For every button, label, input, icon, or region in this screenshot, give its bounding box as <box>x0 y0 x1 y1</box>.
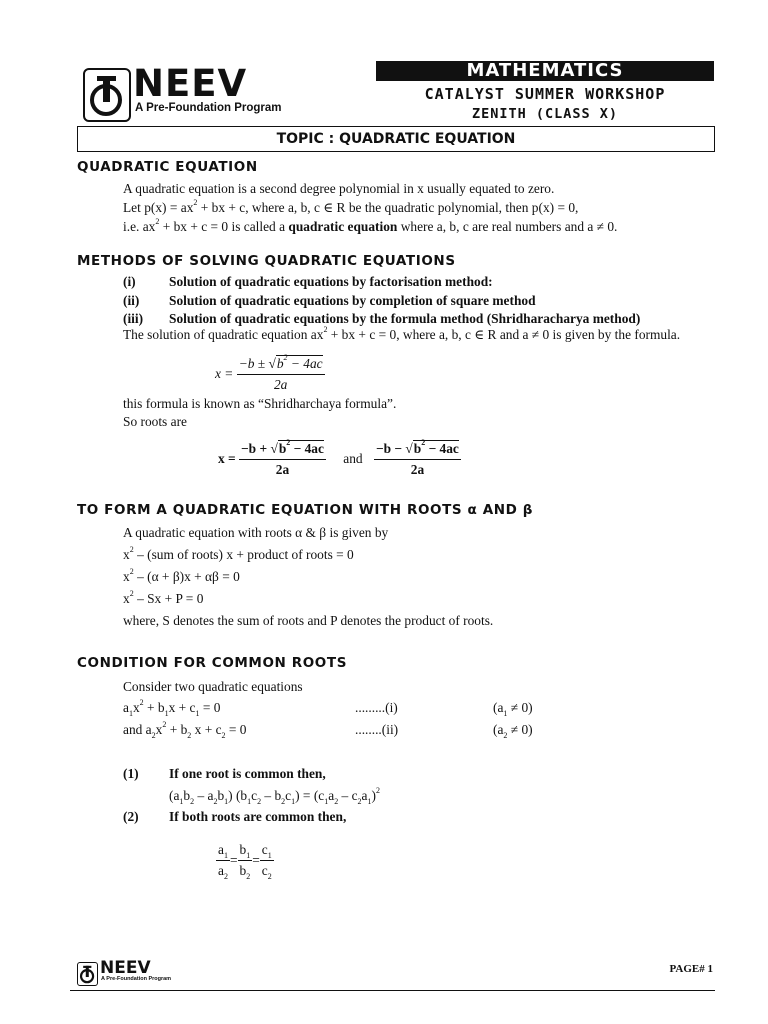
class-title: ZENITH (CLASS X) <box>471 106 619 122</box>
equation-1: $a_1x^2 + b_1x + c_1 = 0$ <box>123 698 221 718</box>
quadratic-formula: x = $\frac{-b \pm √b^2 - 4ac}{2a}$ <box>215 353 323 392</box>
equation-1-condition: $(a_1 \ne 0)$ <box>493 700 533 718</box>
roots-label: So roots are <box>123 414 187 429</box>
method-item: (i) Solution of quadratic equations by factorisation method: <box>123 274 493 289</box>
logo-tagline: A Pre-Foundation Program <box>135 102 282 114</box>
formula-name: this formula is known as “Shridharchaya formula”. <box>123 396 397 411</box>
condition-1: (1) If one root is common then, <box>123 766 326 781</box>
roots-formula: x = $\frac{-b + √b^2 - 4ac}{2a}$ and $\frac{-b - √b^2 - 4ac}{2a}$ <box>218 438 459 477</box>
definition-line-3: i.e. $ax^2$ + bx + c = 0 is called a quadratic equation where a, b, c are real numbers and a ≠ 0. <box>123 217 618 234</box>
section-heading-form-equation: TO FORM A QUADRATIC EQUATION WITH ROOTS α AND β <box>77 502 534 518</box>
condition-2: (2) If both roots are common then, <box>123 809 347 824</box>
footer-divider <box>70 990 715 991</box>
subject-banner: MATHEMATICS <box>376 61 714 81</box>
logo-text: NEEV <box>133 62 248 105</box>
form-line-4: $x^2 - Sx + P = 0$ <box>123 589 204 606</box>
footer-logo-tagline: A Pre-Foundation Program <box>101 976 172 982</box>
formula-intro: The solution of quadratic equation $ax^2$ + bx + c = 0, where a, b, c ∈ R and a ≠ 0 is given by the formula. <box>123 325 681 342</box>
definition-line-1: A quadratic equation is a second degree polynomial in x usually equated to zero. <box>123 181 555 196</box>
method-item: (iii) Solution of quadratic equations by the formula method (Shridharacharya method) <box>123 311 641 326</box>
form-line-2: $x^2 - (sum$ of roots) x + product of roots = 0 <box>123 545 354 562</box>
workshop-title: CATALYST SUMMER WORKSHOP <box>424 85 666 103</box>
equation-2-condition: $(a_2 \ne 0)$ <box>493 722 533 740</box>
method-item: (ii) Solution of quadratic equations by completion of square method <box>123 293 536 308</box>
section-heading-common-roots: CONDITION FOR COMMON ROOTS <box>77 655 348 671</box>
condition-2-formula: $\frac{a_1}{a_2}$ = $\frac{b_1}{b_2}$ = $\frac{c_1}{c_2}$ <box>218 842 272 881</box>
equation-1-tag: .........(i) <box>355 700 398 715</box>
neev-logo-icon <box>83 68 131 122</box>
topic-title: TOPIC : QUADRATIC EQUATION <box>77 126 715 152</box>
equation-2-tag: ........(ii) <box>355 722 399 737</box>
footer-logo-text: NEEV <box>100 958 151 978</box>
condition-1-formula: $(a_1b_2 - a_2b_1)$ $(b_1c_2 - b_2c_1) = (c_1a_2 - c_2a_1)^2$ <box>169 786 380 806</box>
section-heading-quadratic-equation: QUADRATIC EQUATION <box>77 159 258 175</box>
form-line-3: $x^2 - (\alpha + \beta)x + \alpha\beta = 0$ <box>123 567 240 584</box>
form-line-5: where, S denotes the sum of roots and P denotes the product of roots. <box>123 613 494 628</box>
footer-logo-icon <box>77 962 98 986</box>
form-line-1: A quadratic equation with roots α & β is given by <box>123 525 389 540</box>
section-heading-methods: METHODS OF SOLVING QUADRATIC EQUATIONS <box>77 253 456 269</box>
page-number: PAGE# 1 <box>669 963 713 975</box>
equation-2: and $a_2x^2 + b_2$ $x + c_2 = 0$ <box>123 720 247 740</box>
common-roots-intro: Consider two quadratic equations <box>123 679 303 694</box>
definition-line-2: Let $p(x) = ax^2$ + bx + c, where a, b, c ∈ R be the quadratic polynomial, then p(x) = 0, <box>123 198 579 215</box>
